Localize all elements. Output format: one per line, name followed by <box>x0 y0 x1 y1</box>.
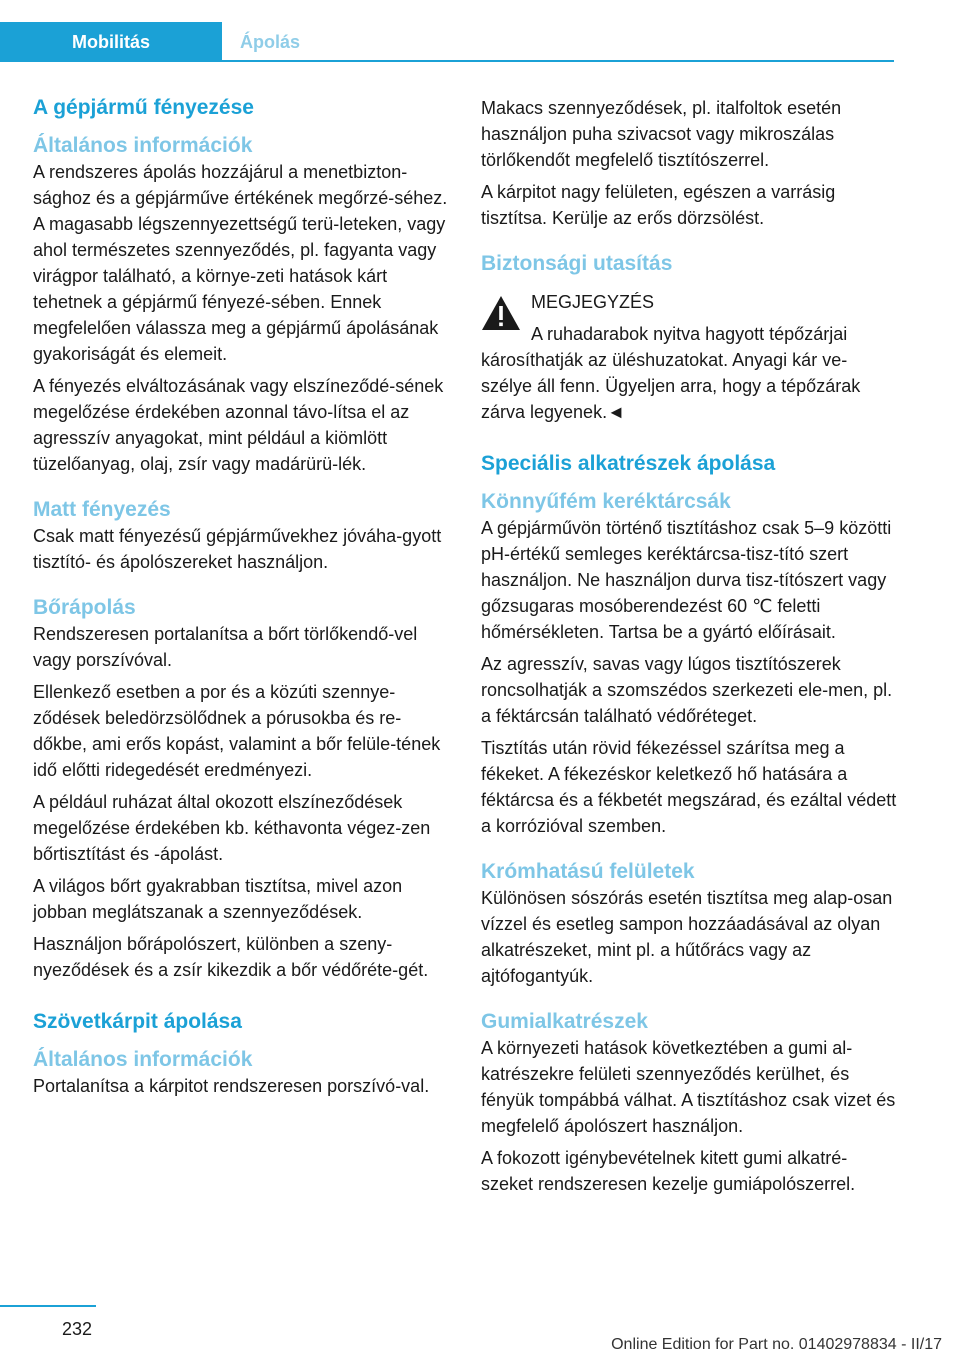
paragraph: A fényezés elváltozásának vagy elszíneződé-sének megelőzése érdekében azonnal távo-lítsa el az agresszív anyagokat, mint például a kiömlött tüzelőanyag, olaj, zsír vagy madárürü-lék. <box>33 376 444 474</box>
paragraph: Tisztítás után rövid fékezéssel szárítsa meg a fékeket. A fékezéskor keletkező hő hatására a féktárcsa és a fékbetét megszárad, és ezáltal védett a korrózióval szemben. <box>481 738 897 836</box>
right-column <box>481 95 897 1197</box>
subheading-altalanos: Általános információk <box>33 134 253 157</box>
warning-body: A ruhadarabok nyitva hagyott tépőzárjai károsíthatják az üléshuzatokat. Anyagi kár ve-szélye áll fenn. Ügyeljen arra, hogy a tépőzárak zárva legyenek.◄ <box>481 324 861 422</box>
paragraph: A környezeti hatások következtében a gumi al-katrészekre felületi szennyeződés kerülhet, és fényük tompábbá válhat. A tisztításhoz csak vizet és megfelelő ápolószert használjon. <box>481 1038 896 1136</box>
subheading-konnyufem: Könnyűfém keréktárcsák <box>481 490 731 513</box>
footer-rule <box>0 1305 96 1307</box>
paragraph: Makacs szennyeződések, pl. italfoltok esetén használjon puha szivacsot vagy mikroszálas törlőkendőt megfelelő tisztítószerrel. <box>481 98 842 170</box>
paragraph: Különösen sószórás esetén tisztítsa meg alap-osan vízzel és esetleg sampon hozzáadásával az olyan alkatrészeket, mint pl. a hűtőrács vagy az ajtófogantyúk. <box>481 888 893 986</box>
paragraph: Az agresszív, savas vagy lúgos tisztítószerek roncsolhatják a szomszédos szerkezeti ele-men, pl. a féktárcsán található védőréteget. <box>481 654 893 726</box>
paragraph: Portalanítsa a kárpitot rendszeresen porszívó-val. <box>33 1076 430 1096</box>
paragraph: A rendszeres ápolás hozzájárul a menetbizton-sághoz és a gépjárműve értékének megőrzé-séhez. A magasabb légszennyezettségű terü-leteken, vagy ahol természetes szennyeződés, pl. fagyanta vagy virágpor található, a környe-zeti hatások kárt tehetnek a gépjármű fényezé-sében. Ennek megfelelően válassza meg a gépjármű ápolásának gyakoriságát és elemeit. <box>33 162 448 364</box>
section-tabbar <box>0 22 894 62</box>
page-number: 232 <box>62 1319 93 1339</box>
warning-notice <box>481 289 897 425</box>
paragraph: A például ruházat által okozott elszíneződések megelőzése érdekében kb. kéthavonta végez-zen bőrtisztítást és -ápolást. <box>33 792 431 864</box>
warning-triangle-icon <box>481 295 521 331</box>
tab-apolas[interactable]: Ápolás <box>240 31 301 52</box>
heading-specialis: Speciális alkatrészek ápolása <box>481 452 776 475</box>
paragraph: A fokozott igénybevételnek kitett gumi alkatré-szeket rendszeresen kezelje gumiápolószerrel. <box>481 1148 856 1194</box>
edition-note: Online Edition for Part no. 01402978834 - II/17 <box>611 1336 942 1353</box>
heading-szovetkarpit: Szövetkárpit ápolása <box>33 1010 242 1033</box>
paragraph: A kárpitot nagy felületen, egészen a varrásig tisztítsa. Kerülje az erős dörzsölést. <box>481 182 836 228</box>
subheading-biztonsagi: Biztonsági utasítás <box>481 252 673 275</box>
paragraph: Csak matt fényezésű gépjárművekhez jóváha-gyott tisztító- és ápolószereket használjon. <box>33 526 442 572</box>
paragraph: Használjon bőrápolószert, különben a szeny-nyeződések és a zsír kikezdik a bőr védőréte-gét. <box>33 934 429 980</box>
subheading-borapolas: Bőrápolás <box>33 596 136 619</box>
left-column <box>33 95 451 1099</box>
subheading-kromhatasu: Krómhatású felületek <box>481 860 695 883</box>
paragraph: Rendszeresen portalanítsa a bőrt törlőkendő-vel vagy porszívóval. <box>33 624 418 670</box>
subheading-altalanos-2: Általános információk <box>33 1048 253 1071</box>
warning-title: MEGJEGYZÉS <box>531 292 655 312</box>
subheading-gumialkatreszek: Gumialkatrészek <box>481 1010 648 1033</box>
paragraph: A világos bőrt gyakrabban tisztítsa, mivel azon jobban meglátszanak a szennyeződések. <box>33 876 403 922</box>
paragraph: A gépjárművön történő tisztításhoz csak 5–9 közötti pH-értékű semleges keréktárcsa-tisz-tító szert használjon. Ne használjon durva tisz-títószert vagy gőzsugaras mosóberendezést 60 ℃ feletti hőmérsékleten. Tartsa be a gyártó előírásait. <box>481 518 892 642</box>
tab-mobilitas[interactable]: Mobilitás <box>0 22 222 62</box>
paragraph: Ellenkező esetben a por és a közúti szennye-ződések beledörzsölődnek a pórusokba és re-dőkbe, ami erős kopást, valamint a bőr felüle-tének idő előtti ridegedését eredményezi. <box>33 682 441 780</box>
heading-fenyezes: A gépjármű fényezése <box>33 96 254 119</box>
tab-underline <box>222 60 894 62</box>
subheading-matt: Matt fényezés <box>33 498 171 521</box>
